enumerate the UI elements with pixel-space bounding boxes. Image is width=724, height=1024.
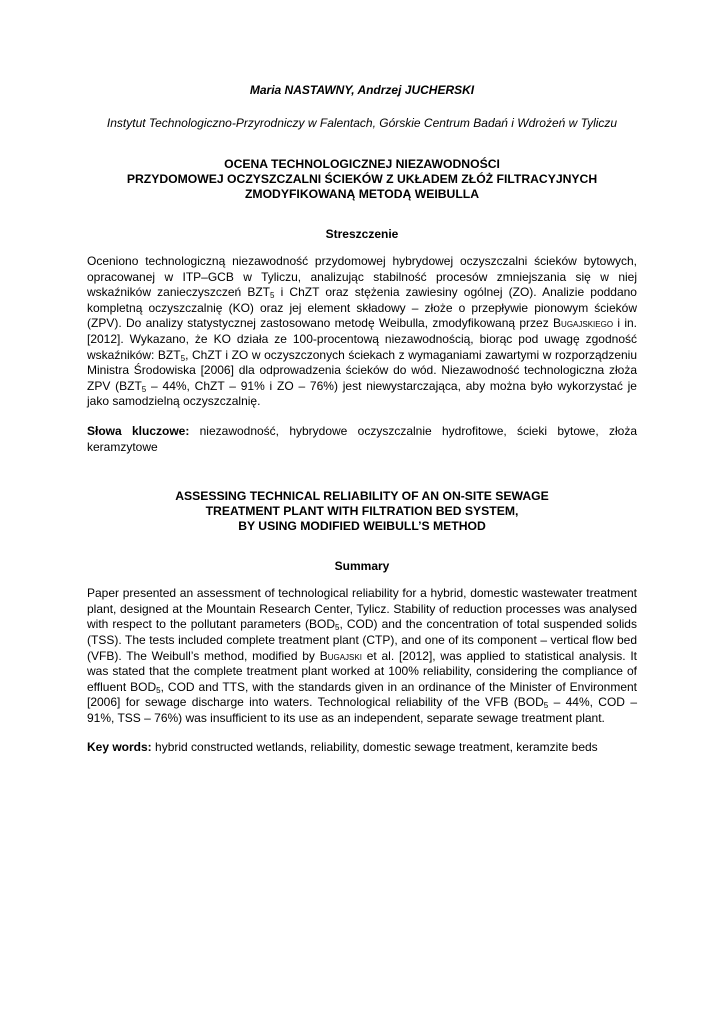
english-summary	[87, 586, 637, 726]
polish-title-line: OCENA TECHNOLOGICZNEJ NIEZAWODNOŚCI	[224, 157, 500, 171]
abstract-text: – 44%, ChZT – 91% i ZO – 76%) jest niewystarczająca, aby można było wykorzystać je jako samodzielną oczyszczalnię.	[87, 378, 637, 409]
cited-author: Bugajski	[319, 648, 362, 663]
english-title-line: BY USING MODIFIED WEIBULL’S METHOD	[238, 519, 486, 534]
polish-keywords	[87, 424, 637, 455]
subscript: 5	[270, 291, 275, 301]
summary-heading: Summary	[334, 559, 390, 574]
summary-text: , COD and TTS, with the standards given in an ordinance of the Minister of Environment [2006] for sewage discharge into waters. Technological reliability of the VFB (BOD	[87, 679, 638, 710]
subscript: 5	[180, 353, 186, 363]
cited-author: Bugajskiego	[553, 316, 614, 331]
polish-title-line: ZMODYFIKOWANĄ METODĄ WEIBULLA	[244, 187, 480, 201]
subscript: 5	[543, 701, 549, 711]
affiliation: Instytut Technologiczno-Przyrodniczy w Falentach, Górskie Centrum Badań i Wdrożeń w Tyliczu	[106, 116, 618, 130]
keywords-label: Key words:	[87, 740, 152, 755]
abstract-text: , ChZT i ZO w oczyszczonych ściekach z wymaganiami zawartymi w rozporządzeniu Ministra Środowiska [2006] dla odprowadzenia ścieków do wód. Niezawodność technologiczna złoża ZPV (BZT	[87, 347, 638, 393]
abstract-text: i in. [2012]. Wykazano, że KO działa ze 100-procentową niezawodnością, biorąc pod uwagę zgodność wskaźników: BZT	[87, 316, 637, 362]
summary-text: – 44%, COD – 91%, TSS – 76%) was insufficient to its use as an independent, separate sewage treatment plant.	[87, 695, 637, 725]
keywords-text: niezawodność, hybrydowe oczyszczalnie hydrofitowe, ścieki bytowe, złoża keramzytowe	[87, 423, 637, 454]
abstract-text: i ChZT oraz stężenia zawiesiny ogólnej (ZO). Analizie poddano kompletną oczyszczalnię (KO) oraz jej element składowy – złoże o przepływie pionowym ścieków (ZPV). Do analizy statystycznej zastosowano metodę Weibulla, zmodyfikowaną przez	[87, 285, 637, 331]
english-title	[87, 489, 637, 534]
abstract-heading: Streszczenie	[325, 227, 399, 241]
abstract-text: Oceniono technologiczną niezawodność przydomowej hybrydowej oczyszczalni ścieków bytowych, opracowanej w ITP–GCB w Tyliczu, analizując stabilność procesów zmniejszania się w niej wskaźników zanieczyszczeń BZT	[87, 254, 637, 300]
polish-abstract	[87, 254, 637, 410]
subscript: 5	[334, 623, 340, 633]
english-title-line: TREATMENT PLANT WITH FILTRATION BED SYSTEM,	[205, 504, 519, 519]
english-keywords	[87, 740, 637, 756]
keywords-text: hybrid constructed wetlands, reliability, domestic sewage treatment, keramzite beds	[151, 740, 598, 755]
subscript: 5	[141, 384, 147, 394]
summary-text: , COD) and the concentration of total suspended solids (TSS). The tests included complete treatment plant (CTP), and one of its component – vertical flow bed (VFB). The Weibull’s method, modified by	[87, 617, 637, 663]
english-title-line: ASSESSING TECHNICAL RELIABILITY OF AN ON-SITE SEWAGE	[175, 489, 549, 504]
polish-title-line: PRZYDOMOWEJ OCZYSZCZALNI ŚCIEKÓW Z UKŁADEM ZŁÓŻ FILTRACYJNYCH	[126, 172, 598, 186]
authors: Maria NASTAWNY, Andrzej JUCHERSKI	[249, 83, 475, 97]
subscript: 5	[156, 685, 161, 695]
polish-title	[87, 157, 637, 202]
keywords-label: Słowa kluczowe:	[87, 423, 190, 438]
summary-text: et al. [2012], was applied to statistical analysis. It was stated that the complete treatment plant worked at 100% reliability, considering the compliance of effluent BOD	[87, 648, 637, 694]
summary-text: Paper presented an assessment of technological reliability for a hybrid, domestic wastewater treatment plant, designed at the Mountain Research Center, Tylicz. Stability of reduction processes was analysed with respect to the pollutant parameters (BOD	[87, 586, 637, 632]
